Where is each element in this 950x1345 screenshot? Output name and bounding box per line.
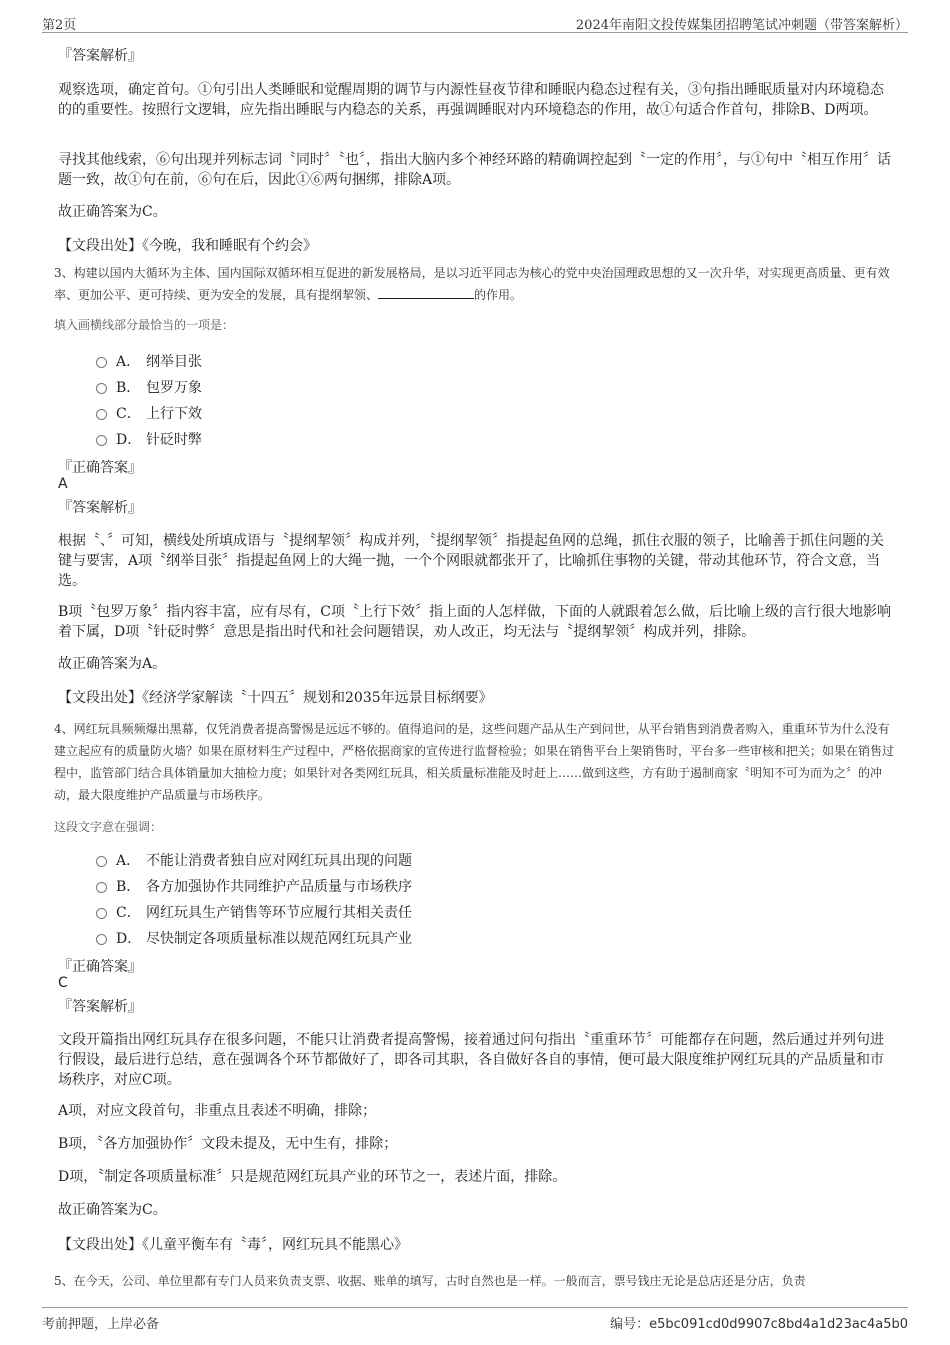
document-title: 2024年南阳文投传媒集团招聘笔试冲刺题（带答案解析） [575, 18, 908, 33]
radio-icon[interactable] [96, 409, 107, 420]
q3-stem-tail: 的作用。 [474, 288, 523, 302]
q4-analysis-paragraph-1: 文段开篇指出网红玩具存在很多问题，不能只让消费者提高警惕，接着通过问句指出〝重重环节〞可能都存在问题，然后通过并列句进行假设，最后进行总结，意在强调各个环节都做好了，即各司其职，各自做好各自的事情，便可最大限度维护网红玩具的产品质量和市场秩序，对应C项。 [58, 1032, 884, 1088]
radio-icon[interactable] [96, 357, 107, 368]
q2-source [58, 236, 894, 256]
source-label: 【文段出处】 [58, 238, 142, 254]
option-letter: D． [116, 432, 142, 448]
option-letter: B． [116, 879, 141, 895]
option-text: 包罗万象 [146, 380, 202, 396]
option-letter: C． [116, 905, 141, 921]
page-footer [42, 1307, 908, 1332]
option-text: 各方加强协作共同维护产品质量与市场秩序 [146, 879, 412, 895]
q3-answer: A [58, 476, 68, 492]
document-code [610, 1313, 908, 1332]
radio-icon[interactable] [96, 882, 107, 893]
q4-conclusion: 故正确答案为C。 [58, 1202, 167, 1218]
option-letter: A． [116, 853, 141, 869]
source-label: 【文段出处】 [58, 690, 142, 706]
radio-icon[interactable] [96, 908, 107, 919]
analysis-label: 『答案解析』 [58, 500, 142, 516]
radio-icon[interactable] [96, 383, 107, 394]
q5-stem: 5、在今天，公司、单位里都有专门人员来负责支票、收据、账单的填写，古时自然也是一样。一般而言，票号钱庄无论是总店还是分店，负责 [54, 1274, 806, 1288]
q3-source [58, 688, 894, 708]
q3-analysis-paragraph-1: 根据〝、〞可知，横线处所填成语与〝提纲挈领〞构成并列，〝提纲挈领〞指提起鱼网的总绳，抓住衣服的领子，比喻善于抓住问题的关键与要害，A项〝纲举目张〞指提起鱼网上的大绳一抛，一个个网眼就都张开了，比喻抓住事物的关键，带动其他环节，符合文意，当选。 [58, 533, 884, 589]
option-text: 网红玩具生产销售等环节应履行其相关责任 [146, 905, 412, 921]
q3-source-title: 《经济学家解读〝十四五〞规划和2035年远景目标纲要》 [142, 690, 493, 706]
document-code-label: 编号： [610, 1317, 650, 1332]
q4-instruction: 这段文字意在强调： [54, 820, 163, 834]
option-letter: B． [116, 380, 141, 396]
analysis-label: 『答案解析』 [58, 48, 142, 64]
option-text: 上行下效 [146, 406, 202, 422]
option-text: 不能让消费者独自应对网红玩具出现的问题 [146, 853, 412, 869]
q4-analysis-paragraph-4: D项，〝制定各项质量标准〞只是规范网红玩具产业的环节之一，表述片面，排除。 [58, 1169, 567, 1185]
q2-analysis-paragraph-1: 观察选项，确定首句。①句引出人类睡眠和觉醒周期的调节与内源性昼夜节律和睡眠内稳态过程有关，③句指出睡眠质量对内环境稳态的的重要性。按照行文逻辑，应先指出睡眠与内稳态的关系，再强调睡眠对内环境稳态的作用，故①句适合作首句，排除B、D两项。 [58, 82, 884, 118]
page-number: 第2页 [42, 18, 77, 33]
option-text: 针砭时弊 [146, 432, 202, 448]
option-letter: C． [116, 406, 141, 422]
q4-analysis-paragraph-3: B项，〝各方加强协作〞文段未提及，无中生有，排除； [58, 1136, 398, 1152]
document-code-value: e5bc091cd0d9907c8bd4a1d23ac4a5b0 [649, 1317, 908, 1332]
q3-conclusion: 故正确答案为A。 [58, 656, 167, 672]
correct-answer-label: 『正确答案』 [58, 959, 142, 975]
footer-slogan: 考前押题，上岸必备 [42, 1317, 160, 1332]
analysis-label: 『答案解析』 [58, 999, 142, 1015]
q4-source-title: 《儿童平衡车有〝毒〞，网红玩具不能黑心》 [142, 1237, 408, 1253]
option-letter: A． [116, 354, 141, 370]
q3-analysis-paragraph-2: B项〝包罗万象〞指内容丰富，应有尽有，C项〝上行下效〞指上面的人怎样做，下面的人就跟着怎么做，后比喻上级的言行很大地影响着下属，D项〝针砭时弊〞意思是指出时代和社会问题错误，劝人改正，均无法与〝提纲挈领〞构成并列，排除。 [58, 604, 891, 640]
q3-stem-text: 3、构建以国内大循环为主体、国内国际双循环相互促进的新发展格局，是以习近平同志为核心的党中央治国理政思想的又一次升华，对实现更高质量、更有效率、更加公平、更可持续、更为安全的发展，具有提纲挈领、 [54, 266, 890, 302]
source-label: 【文段出处】 [58, 1237, 142, 1253]
radio-icon[interactable] [96, 856, 107, 867]
page-header [42, 12, 908, 33]
q2-analysis-paragraph-2: 寻找其他线索，⑥句出现并列标志词〝同时〞〝也〞，指出大脑内多个神经环路的精确调控起到〝一定的作用〞，与①句中〝相互作用〞话题一致，故①句在前，⑥句在后，因此①⑥两句捆绑，排除A项。 [58, 152, 891, 188]
radio-icon[interactable] [96, 934, 107, 945]
correct-answer-label: 『正确答案』 [58, 460, 142, 476]
q3-instruction: 填入画横线部分最恰当的一项是： [54, 318, 235, 332]
option-letter: D． [116, 931, 142, 947]
q2-source-title: 《今晚，我和睡眠有个约会》 [142, 238, 317, 254]
option-text: 尽快制定各项质量标准以规范网红玩具产业 [146, 931, 412, 947]
q4-source [58, 1235, 894, 1255]
q4-stem: 4、网红玩具频频爆出黑幕，仅凭消费者提高警惕是远远不够的。值得追问的是，这些问题产品从生产到问世，从平台销售到消费者购入，重重环节为什么没有建立起应有的质量防火墙？如果在原材料生产过程中，严格依据商家的宣传进行监督检验；如果在销售平台上架销售时，平台多一些审核和把关；如果在销售过程中，监管部门结合具体销量加大抽检力度；如果针对各类网红玩具，相关质量标准能及时赶上……做到这些，方有助于遏制商家〝明知不可为而为之〞的冲动，最大限度维护产品质量与市场秩序。 [54, 722, 895, 802]
q2-conclusion: 故正确答案为C。 [58, 204, 167, 220]
q3-fill-blank [378, 287, 474, 299]
q3-stem [54, 262, 896, 306]
radio-icon[interactable] [96, 435, 107, 446]
q4-answer: C [58, 975, 68, 991]
q4-analysis-paragraph-2: A项，对应文段首句，非重点且表述不明确，排除； [58, 1103, 377, 1119]
option-text: 纲举目张 [146, 354, 202, 370]
